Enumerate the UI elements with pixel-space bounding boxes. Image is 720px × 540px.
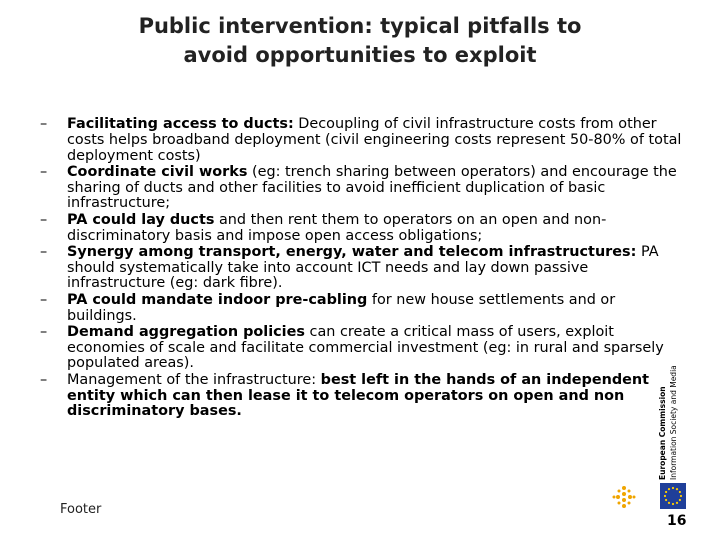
bullet-bold-text: Facilitating access to ducts:: [67, 116, 294, 132]
bullet-dash: –: [40, 323, 48, 340]
bullet-item: [40, 117, 685, 164]
bullet-dash: –: [40, 211, 48, 228]
bullet-item: [40, 165, 685, 212]
bullet-item: [40, 245, 685, 292]
bullet-bold-text: Synergy among transport, energy, water and telecom infrastructures:: [67, 243, 637, 260]
slide-title: [0, 12, 720, 70]
bullet-text: PA should systematically take into account ICT needs and lay down passive infrastructure (eg: dark fibre).: [67, 243, 659, 292]
bullet-item: [40, 325, 685, 372]
side-text-line-1: European Commission: [658, 386, 667, 480]
bullet-text: can create a critical mass of users, exploit economies of scale and facilitate commercial investment (eg: in rural and sparsely populated areas).: [67, 323, 664, 372]
bullet-text: for new house settlements and or buildings.: [67, 291, 616, 324]
bullet-bold-text: PA could lay ducts: [67, 211, 215, 228]
bullet-dash: –: [40, 371, 48, 388]
bullet-text: Management of the infrastructure:: [67, 371, 321, 388]
bullet-bold-text: PA could mandate indoor pre-cabling: [67, 291, 368, 308]
bullet-dash: –: [40, 291, 48, 308]
infso-dots-logo-icon: [611, 485, 637, 509]
eu-flag-icon: [660, 483, 686, 509]
bullet-bold-text: best left in the hands of an independent entity which can then lease it to telecom operators on open and non discriminatory bases.: [67, 371, 650, 420]
bullet-bold-text: Demand aggregation policies: [67, 323, 305, 340]
bullet-list: [40, 117, 685, 421]
bullet-dash: –: [40, 116, 48, 132]
bullet-item: [40, 213, 685, 245]
slide-title-line-1: Public intervention: typical pitfalls to: [138, 14, 582, 38]
commission-side-text: [652, 300, 684, 485]
side-text-line-2: Information Society and Media: [669, 365, 678, 480]
page-number: 16: [667, 513, 687, 529]
bullet-dash: –: [40, 163, 48, 180]
bullet-bold-text: Coordinate civil works: [67, 163, 248, 180]
bullet-item: [40, 293, 685, 325]
slide-title-line-2: avoid opportunities to exploit: [183, 43, 537, 67]
bullet-text: Decoupling of civil infrastructure costs from other costs helps broadband deployment (civil engineering costs represent 50-80% of total deployment costs): [67, 116, 682, 164]
bullet-text: and then rent them to operators on an open and non-discriminatory basis and impose open access obligations;: [67, 211, 607, 244]
bullet-text: (eg: trench sharing between operators) and encourage the sharing of ducts and other facilities to avoid inefficient duplication of basic infrastructure;: [67, 163, 677, 212]
slide-footer: Footer: [60, 502, 102, 517]
bullet-item: [40, 373, 685, 420]
bullet-dash: –: [40, 243, 48, 260]
